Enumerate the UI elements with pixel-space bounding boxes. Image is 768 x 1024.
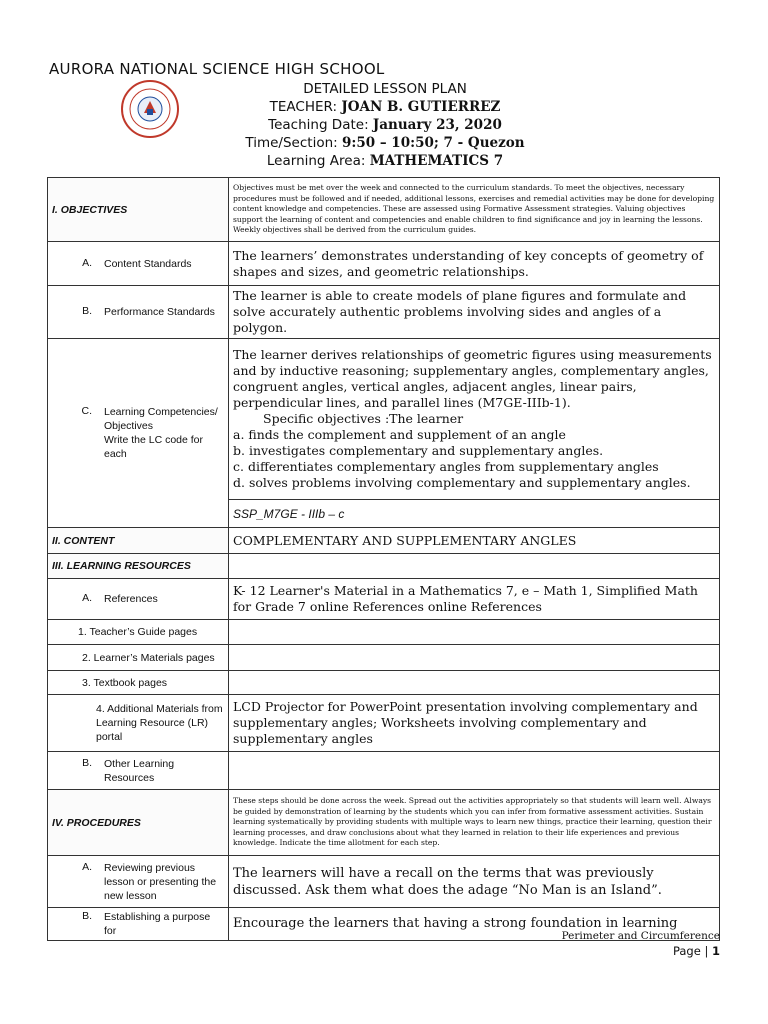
teacher-line	[230, 98, 540, 116]
procedures-label: IV. PROCEDURES	[48, 790, 229, 856]
reviewing-value: The learners will have a recall on the terms that was previously discussed. Ask them what does the adage “No Man is an Island”.	[229, 856, 720, 908]
row-marker: B.	[82, 756, 92, 769]
additional-materials-value: LCD Projector for PowerPoint presentation involving complementary and supplementary angles; Worksheets involving complementary and supplementary angles	[229, 695, 720, 752]
content-standards-value: The learners’ demonstrates understanding of key concepts of geometry of shapes and sizes, and geometric relationships.	[229, 242, 720, 286]
date-label: Teaching Date:	[268, 117, 373, 133]
learners-materials-value	[229, 645, 720, 671]
teachers-guide-cell	[48, 620, 229, 645]
table-row	[48, 579, 720, 620]
time-label: Time/Section:	[245, 135, 342, 151]
school-name: AURORA NATIONAL SCIENCE HIGH SCHOOL	[49, 60, 385, 78]
objectives-note: Objectives must be met over the week and connected to the curriculum standards. To meet the objectives, necessary procedures must be followed and if needed, additional lessons, exercises and remedial activities may be done for developing content knowledge and competencies. These are assessed using Formative Assessment strategies. Valuing objectives support the learning of content and competencies and enable children to find significance and joy in learning the lessons. Weekly objectives shall be derived from the curriculum guides.	[229, 178, 720, 242]
content-standards-cell	[48, 242, 229, 286]
teachers-guide-label: 1. Teacher’s Guide pages	[78, 626, 198, 638]
row-marker: B.	[82, 910, 92, 922]
time-section: 9:50 – 10:50; 7 - Quezon	[341, 135, 525, 151]
doc-title: DETAILED LESSON PLAN	[303, 81, 467, 97]
content-label: II. CONTENT	[48, 528, 229, 554]
objective-item: d. solves problems involving complementary and supplementary angles.	[233, 475, 691, 490]
row-marker: B.	[82, 305, 92, 317]
teachers-guide-value	[229, 620, 720, 645]
other-resources-cell	[48, 752, 229, 790]
procedures-note: These steps should be done across the week. Spread out the activities appropriately so that students will learn well. Always be guided by demonstration of learning by the students which you can infer from formative assessment activities. Sustain learning systematically by providing students with multiple ways to learn new things, practice their learning, question their learning processes, and draw conclusions about what they learned in relation to their life experiences and previous knowledge. Indicate the time allotment for each step.	[229, 790, 720, 856]
table-row	[48, 286, 720, 339]
lesson-plan-table	[47, 177, 720, 941]
performance-standards-cell	[48, 286, 229, 339]
row-marker: A.	[82, 592, 92, 604]
resources-value	[229, 554, 720, 579]
table-row	[48, 339, 720, 500]
objective-item: c. differentiates complementary angles from supplementary angles	[233, 459, 659, 474]
content-value: COMPLEMENTARY AND SUPPLEMENTARY ANGLES	[229, 528, 720, 554]
row-marker: A.	[82, 256, 92, 269]
learners-materials-cell	[48, 645, 229, 671]
row-marker: C.	[81, 405, 92, 417]
competencies-label: Learning Competencies/ Objectives	[104, 406, 218, 432]
references-label: References	[104, 593, 158, 605]
area-label: Learning Area:	[266, 153, 370, 169]
page-number	[673, 944, 720, 958]
teacher-label: TEACHER:	[269, 99, 342, 115]
competencies-label-2: Write the LC code for each	[104, 434, 204, 460]
performance-standards-value: The learner is able to create models of plane figures and formulate and solve accurately authentic problems involving sides and angles of a polygon.	[229, 286, 720, 339]
page-label: Page |	[672, 944, 712, 958]
references-cell	[48, 579, 229, 620]
purpose-label: Establishing a purpose for	[104, 911, 211, 937]
objective-item: a. finds the complement and supplement of an angle	[233, 427, 566, 442]
school-seal-icon	[120, 79, 180, 139]
learning-area: MATHEMATICS 7	[369, 153, 504, 169]
competencies-cell	[48, 339, 229, 528]
competencies-value	[229, 339, 720, 500]
additional-materials-cell	[48, 695, 229, 752]
reviewing-label: Reviewing previous lesson or presenting the new lesson	[104, 861, 217, 902]
page-number-value: 1	[711, 944, 720, 958]
area-line	[230, 152, 540, 170]
time-line	[230, 134, 540, 152]
additional-materials-label: 4. Additional Materials from Learning Resource (LR) portal	[96, 703, 223, 743]
resources-label: III. LEARNING RESOURCES	[48, 554, 229, 579]
header-block	[230, 80, 540, 170]
table-row	[48, 528, 720, 554]
table-row	[48, 790, 720, 856]
date-line	[230, 116, 540, 134]
references-value: K- 12 Learner's Material in a Mathematics 7, e – Math 1, Simplified Math for Grade 7 online References online References	[229, 579, 720, 620]
table-row	[48, 695, 720, 752]
teacher-name: JOAN B. GUTIERREZ	[341, 99, 501, 115]
reviewing-cell	[48, 856, 229, 908]
competencies-intro: The learner derives relationships of geometric figures using measurements and by inductive reasoning; supplementary angles, complementary angles, congruent angles, vertical angles, adjacent angles, linear pairs, perpendicular lines, and parallel lines (M7GE-IIIb-1).	[233, 347, 712, 410]
other-resources-label: Other Learning Resources	[104, 757, 175, 784]
table-row	[48, 554, 720, 579]
learners-materials-label: 2. Learner’s Materials pages	[82, 651, 215, 664]
table-row	[48, 856, 720, 908]
row-marker: A.	[82, 860, 92, 873]
textbook-cell	[48, 671, 229, 695]
table-row	[48, 671, 720, 695]
objectives-label: I. OBJECTIVES	[48, 178, 229, 242]
textbook-label: 3. Textbook pages	[82, 676, 168, 689]
content-standards-label: Content Standards	[104, 257, 192, 270]
purpose-cell	[48, 908, 229, 941]
other-resources-value	[229, 752, 720, 790]
textbook-value	[229, 671, 720, 695]
table-row	[48, 178, 720, 242]
table-row	[48, 242, 720, 286]
purpose-value: Encourage the learners that having a strong foundation in learning	[229, 908, 720, 941]
footer-title: Perimeter and Circumference	[561, 930, 720, 942]
table-row	[48, 752, 720, 790]
performance-standards-label: Performance Standards	[104, 306, 215, 318]
table-row	[48, 620, 720, 645]
teaching-date: January 23, 2020	[372, 117, 502, 133]
lc-code: SSP_M7GE - IIIb – c	[229, 500, 720, 528]
table-row	[48, 645, 720, 671]
objective-item: b. investigates complementary and supplementary angles.	[233, 443, 604, 458]
specific-objectives-heading: Specific objectives :The learner	[263, 411, 464, 426]
